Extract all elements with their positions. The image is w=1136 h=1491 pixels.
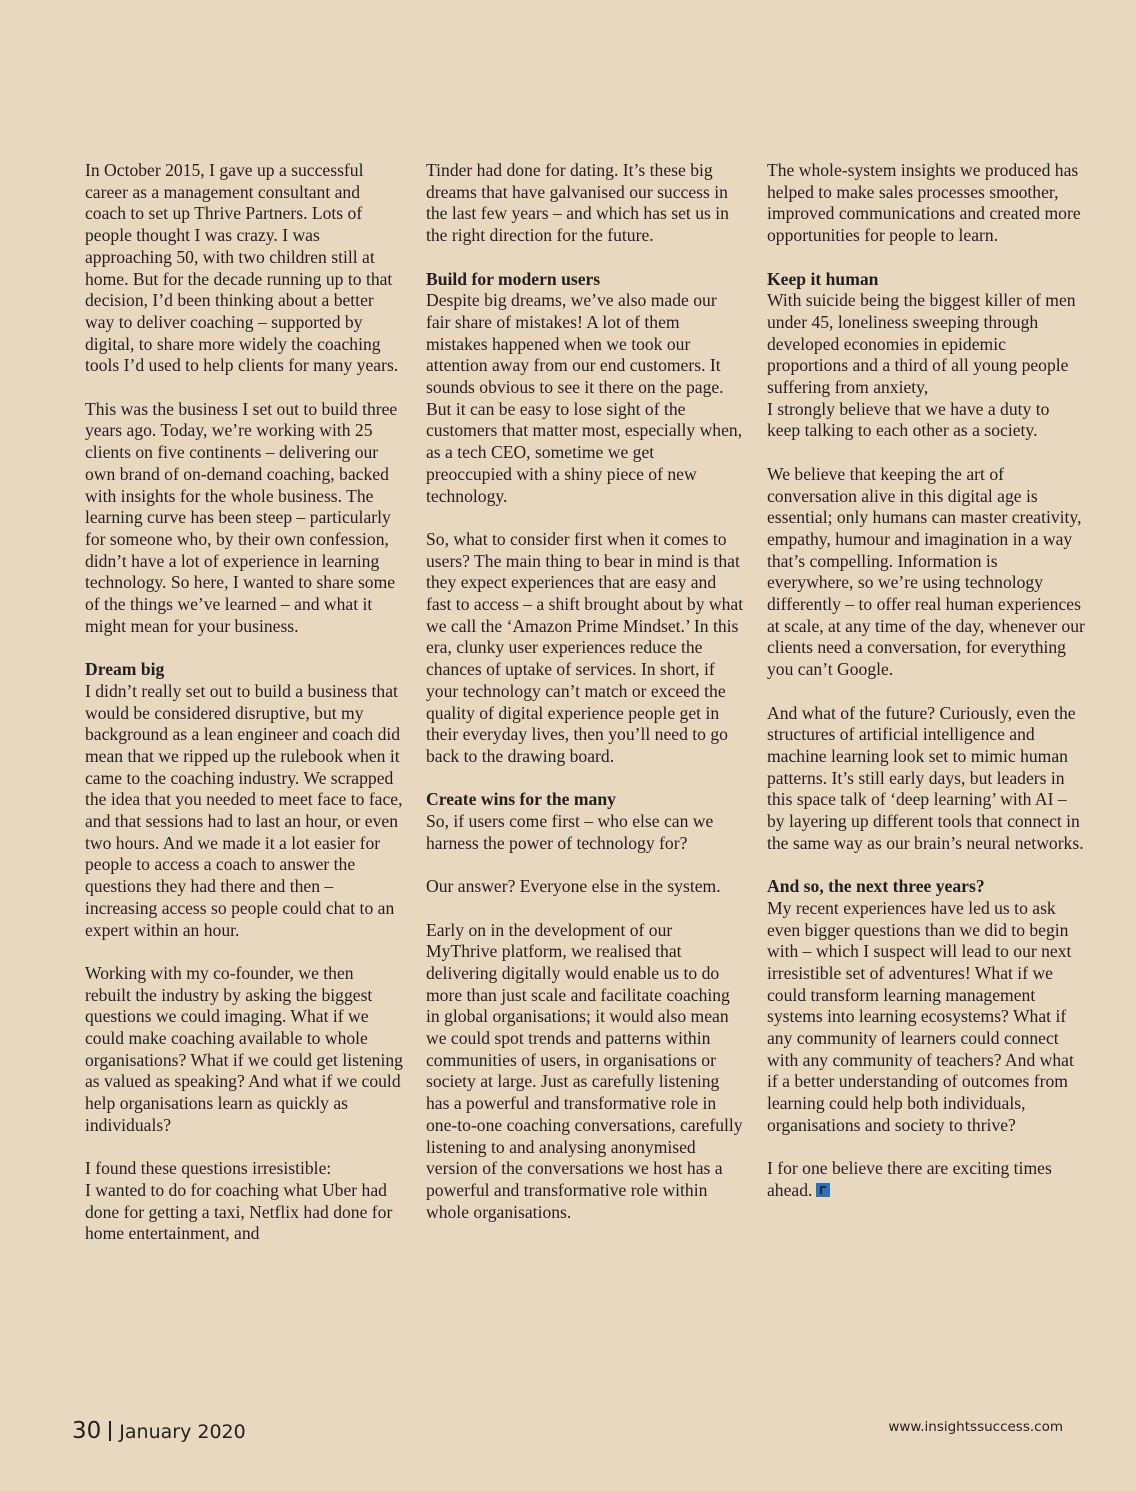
page-footer-left	[72, 1418, 246, 1444]
article-column-2	[426, 160, 744, 1245]
section-heading: Keep it human	[767, 268, 879, 289]
end-of-article-icon	[816, 1183, 830, 1197]
paragraph: Despite big dreams, we’ve also made our fair share of mistakes! A lot of them mistakes happened when we took our attention away from our end customers. It sounds obvious to see it there on the page. But it can be easy to lose sight of the customers that matter most, especially when, as a tech CEO, sometime we get preoccupied with a shiny piece of new technology.	[426, 290, 743, 506]
paragraph: So, what to consider first when it comes to users? The main thing to bear in mind is that they expect experiences that are easy and fast to access – a shift brought about by what we call the ‘Amazon Prime Mindset.’ In this era, clunky user experiences reduce the chances of uptake of services. In short, if your technology can’t match or exceed the quality of digital experience people get in their everyday lives, then you’ll need to go back to the drawing board.	[426, 528, 744, 766]
page-number: 30	[72, 1418, 102, 1444]
paragraph: With suicide being the biggest killer of men under 45, loneliness sweeping through developed economies in epidemic proportions and a third of all young people suffering from anxiety, I strongly believe that we have a duty to keep talking to each other as a society.	[767, 290, 1076, 441]
paragraph: My recent experiences have led us to ask even bigger questions than we did to begin with – which I suspect will lead to our next irresistible set of adventures! What if we could transform learning management systems into learning ecosystems? What if any community of learners could connect with any community of teachers? And what if a better understanding of outcomes from learning could help both individuals, organisations and society to thrive?	[767, 897, 1074, 1135]
closing-paragraph	[767, 1158, 1085, 1201]
paragraph: We believe that keeping the art of conversation alive in this digital age is essential; only humans can master creativity, empathy, humour and imagination in a way that’s compelling. Information is everywhere, so we’re using technology differently – to offer real human experiences at scale, at any time of the day, whenever our clients need a conversation, for everything you can’t Google.	[767, 463, 1085, 680]
paragraph: Tinder had done for dating. It’s these big dreams that have galvanised our success in the last few years – and which has set us in the right direction for the future.	[426, 160, 729, 246]
paragraph: I found these questions irresistible: I wanted to do for coaching what Uber had done for getting a taxi, Netflix had done for home entertainment, and	[85, 1158, 393, 1244]
section-heading: Build for modern users	[426, 268, 601, 289]
paragraph: Our answer? Everyone else in the system.	[426, 876, 721, 897]
paragraph: Working with my co-founder, we then rebuilt the industry by asking the biggest questions we could imaging. What if we could make coaching available to whole organisations? What if we could get listening as valued as speaking? And what if we could help organisations learn as quickly as individuals?	[85, 962, 403, 1135]
paragraph: This was the business I set out to build three years ago. Today, we’re working with 25 clients on five continents – delivering our own brand of on-demand coaching, backed with insights for the whole business. The learning curve has been steep – particularly for someone who, by their own confession, didn’t have a lot of experience in learning technology. So here, I wanted to share some of the things we’ve learned – and what it might mean for your business.	[85, 398, 398, 636]
section-heading: Create wins for the many	[426, 789, 616, 810]
paragraph: And what of the future? Curiously, even the structures of artificial intelligence and machine learning look set to mimic human patterns. It’s still early days, but leaders in this space talk of ‘deep learning’ with AI – by layering up different tools that connect in the same way as our brain’s neural networks.	[767, 702, 1084, 853]
paragraph: I didn’t really set out to build a business that would be considered disruptive, but my background as a lean engineer and coach did mean that we ripped up the rulebook when it came to the coaching industry. We scrapped the idea that you needed to meet face to face, and that sessions had to last an hour, or even two hours. And we made it a lot easier for people to access a coach to answer the questions they had there and then – increasing access so people could chat to an expert within an hour.	[85, 680, 403, 940]
article-column-3	[767, 160, 1085, 1223]
website-link[interactable]: www.insightssuccess.com	[888, 1419, 1063, 1435]
footer-divider	[109, 1421, 111, 1441]
article-column-1	[85, 160, 403, 1267]
section-heading: And so, the next three years?	[767, 876, 985, 897]
paragraph: So, if users come first – who else can we harness the power of technology for?	[426, 811, 714, 853]
closing-text: I for one believe there are exciting times ahead.	[767, 1158, 1052, 1200]
paragraph: The whole-system insights we produced has helped to make sales processes smoother, improved communications and created more opportunities for people to learn.	[767, 160, 1081, 246]
paragraph: In October 2015, I gave up a successful career as a management consultant and coach to set up Thrive Partners. Lots of people thought I was crazy. I was approaching 50, with two children still at home. But for the decade running up to that decision, I’d been thinking about a better way to deliver coaching – supported by digital, to share more widely the coaching tools I’d used to help clients for many years.	[85, 160, 399, 376]
section-heading: Dream big	[85, 659, 165, 680]
issue-date: January 2020	[119, 1421, 246, 1443]
paragraph: Early on in the development of our MyThrive platform, we realised that delivering digitally would enable us to do more than just scale and facilitate coaching in global organisations; it would also mean we could spot trends and patterns within communities of users, in organisations or society at large. Just as carefully listening has a powerful and transformative role in one-to-one coaching conversations, carefully listening to and analysing anonymised version of the conversations we host has a powerful and transformative role within whole organisations.	[426, 919, 743, 1222]
